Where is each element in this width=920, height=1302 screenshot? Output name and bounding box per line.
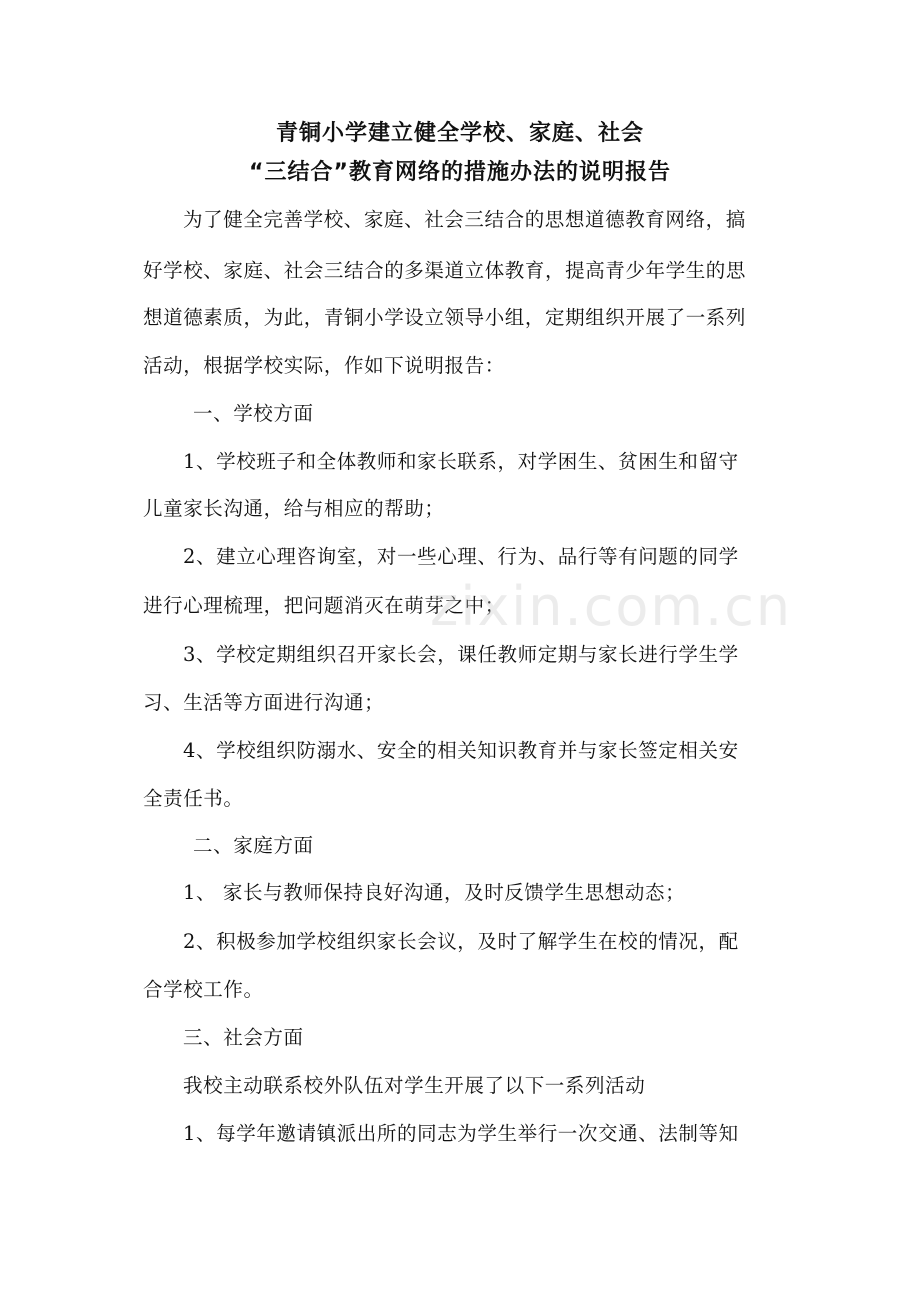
intro-line-1: 为了健全完善学校、家庭、社会三结合的思想道德教育网络，搞 [183,208,746,231]
section-3-heading: 三、社会方面 [183,1026,304,1049]
section-3-intro: 我校主动联系校外队伍对学生开展了以下一系列活动 [183,1074,646,1097]
document-title-line-1: 青铜小学建立健全学校、家庭、社会 [275,121,644,146]
section-1-item-4-line-2: 全责任书。 [143,787,244,810]
section-2-heading: 二、家庭方面 [193,834,314,857]
intro-line-4: 活动，根据学校实际，作如下说明报告： [143,354,505,377]
intro-line-3: 想道德素质，为此，青铜小学设立领导小组，定期组织开展了一系列 [143,306,747,329]
watermark: zixin.com.cn [430,575,793,638]
document-title-line-2: “三结合”教育网络的措施办法的说明报告 [249,160,671,185]
section-1-item-4-line-1: 4、学校组织防溺水、安全的相关知识教育并与家长签定相关安 [183,739,739,762]
section-1-item-2-line-1: 2、建立心理咨询室，对一些心理、行为、品行等有问题的同学 [183,545,739,568]
section-2-item-2-line-1: 2、积极参加学校组织家长会议，及时了解学生在校的情况，配 [183,930,739,953]
section-1-heading: 一、学校方面 [193,402,314,425]
section-1-item-3-line-1: 3、学校定期组织召开家长会，课任教师定期与家长进行学生学 [183,643,739,666]
section-2-item-2-line-2: 合学校工作。 [143,978,264,1001]
section-1-item-1-line-1: 1、学校班子和全体教师和家长联系，对学困生、贫困生和留守 [183,450,739,473]
section-1-item-2-line-2: 进行心理梳理，把问题消灭在萌芽之中； [143,594,505,617]
section-3-item-1-line-1: 1、每学年邀请镇派出所的同志为学生举行一次交通、法制等知 [183,1122,739,1145]
section-1-item-1-line-2: 儿童家长沟通，给与相应的帮助； [143,497,445,520]
intro-line-2: 好学校、家庭、社会三结合的多渠道立体教育，提高青少年学生的思 [143,259,747,282]
section-2-item-1: 1、 家长与教师保持良好沟通，及时反馈学生思想动态； [183,881,686,904]
section-1-item-3-line-2: 习、生活等方面进行沟通； [143,691,385,714]
